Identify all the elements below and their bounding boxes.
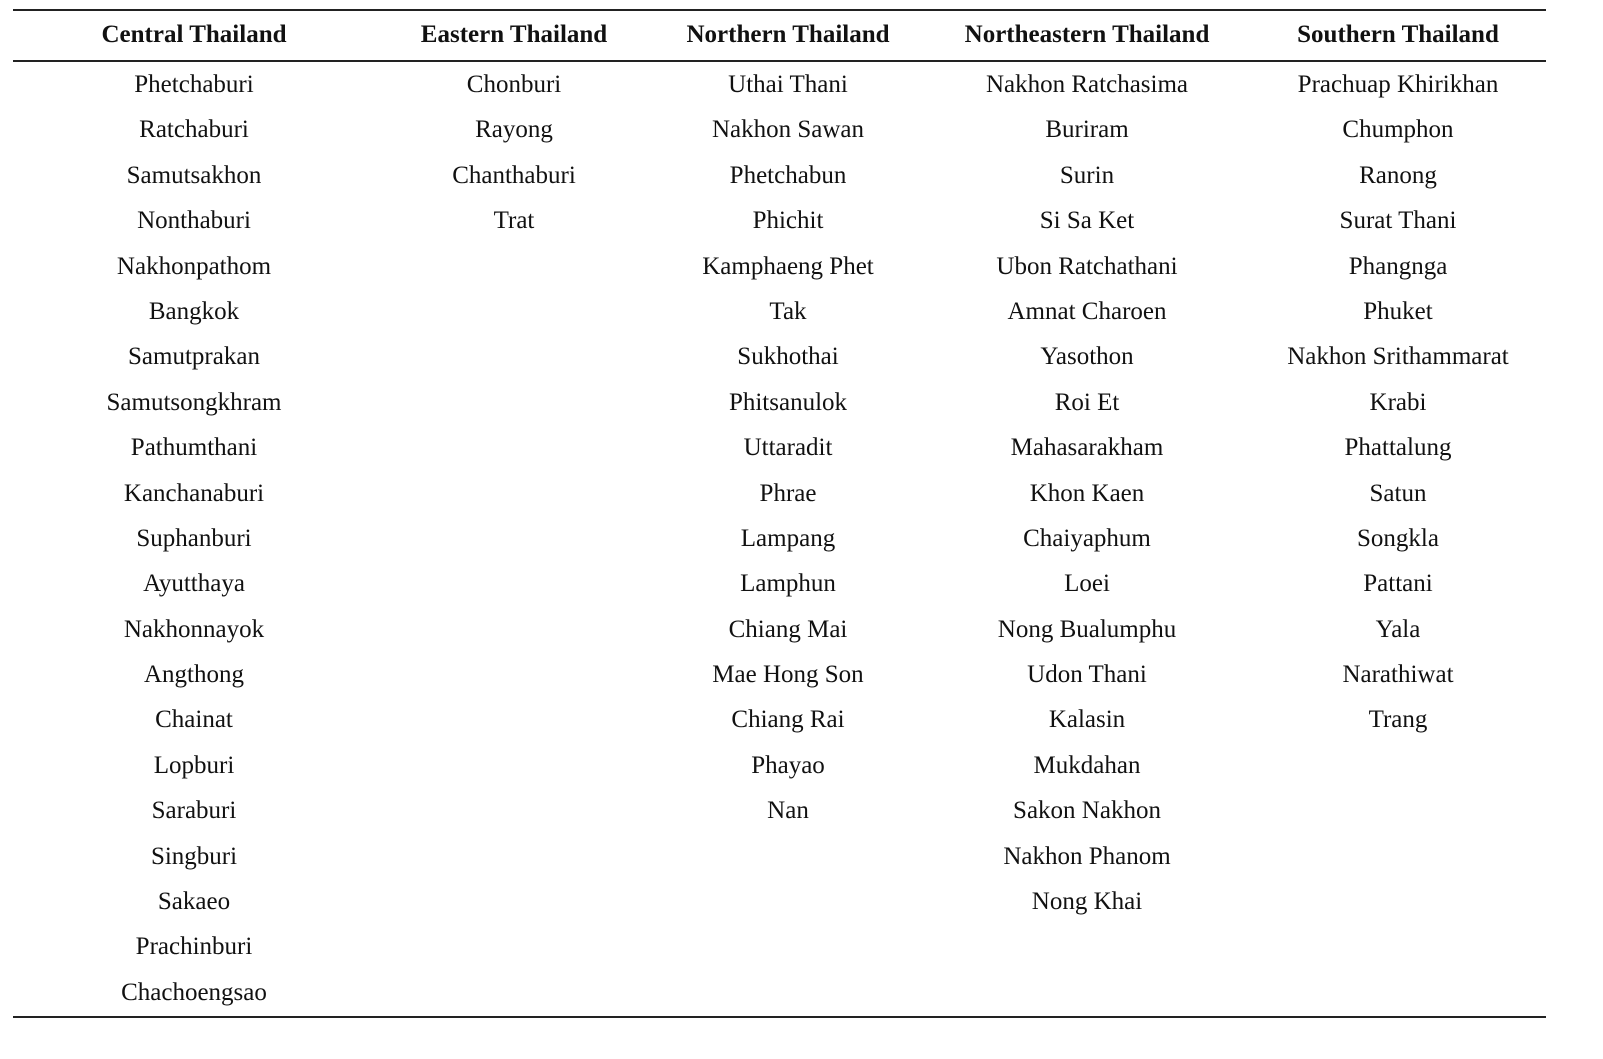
header-southern: Southern Thailand <box>1297 21 1499 48</box>
province-cell: Narathiwat <box>1342 661 1454 689</box>
province-cell: Songkla <box>1357 524 1439 552</box>
header-eastern: Eastern Thailand <box>420 21 608 48</box>
province-cell: Chonburi <box>466 71 562 98</box>
column-southern <box>1287 68 1508 749</box>
province-cell: Kanchanaburi <box>123 479 265 507</box>
province-cell: Surat Thani <box>1339 207 1457 235</box>
column-northern <box>702 68 873 840</box>
province-cell: Prachinburi <box>135 933 253 961</box>
province-cell: Chiang Rai <box>731 706 845 734</box>
province-cell: Nakhon Ratchasima <box>985 71 1189 98</box>
province-cell: Samutsakhon <box>126 161 262 189</box>
column-eastern <box>452 68 576 250</box>
province-cell: Phangnga <box>1348 252 1448 280</box>
province-cell: Ayutthaya <box>143 570 245 598</box>
province-cell: Phetchaburi <box>134 71 254 98</box>
province-cell: Khon Kaen <box>1029 479 1145 507</box>
province-cell: Phattalung <box>1344 434 1452 462</box>
province-cell: Chaiyaphum <box>1023 524 1151 552</box>
province-cell: Phayao <box>751 751 825 779</box>
province-cell: Kamphaeng Phet <box>702 252 874 280</box>
province-cell: Yala <box>1375 615 1421 643</box>
province-cell: Lopburi <box>153 751 235 779</box>
province-cell: Tak <box>769 297 807 325</box>
province-cell: Lamphun <box>740 570 836 598</box>
province-cell: Mahasarakham <box>1010 434 1164 462</box>
province-cell: Nakhon Srithammarat <box>1287 343 1509 371</box>
province-cell: Phichit <box>752 207 824 235</box>
province-cell: Trat <box>493 207 535 235</box>
province-cell: Loei <box>1064 570 1110 598</box>
province-cell: Amnat Charoen <box>1007 297 1167 325</box>
province-cell: Si Sa Ket <box>1039 207 1135 235</box>
province-cell: Pathumthani <box>130 434 258 462</box>
province-cell: Buriram <box>1045 116 1129 144</box>
province-cell: Mae Hong Son <box>712 661 864 689</box>
province-cell: Kalasin <box>1048 706 1126 734</box>
province-cell: Roi Et <box>1054 388 1120 416</box>
province-cell: Nakhon Phanom <box>1003 842 1171 870</box>
province-cell: Trang <box>1368 706 1428 734</box>
province-cell: Chiang Mai <box>728 615 848 643</box>
province-cell: Angthong <box>144 661 244 689</box>
province-cell: Yasothon <box>1040 343 1134 371</box>
column-northeastern <box>986 68 1188 930</box>
province-cell: Sakaeo <box>157 888 231 916</box>
province-cell: Suphanburi <box>136 524 252 552</box>
province-cell: Samutsongkhram <box>106 388 282 416</box>
province-cell: Singburi <box>150 842 238 870</box>
header-northeastern: Northeastern Thailand <box>964 21 1210 48</box>
province-cell: Ranong <box>1359 161 1437 189</box>
table-header-rule <box>13 60 1546 62</box>
province-cell: Prachuap Khirikhan <box>1297 71 1499 98</box>
province-cell: Ratchaburi <box>139 116 249 144</box>
province-cell: Phetchabun <box>729 161 847 189</box>
table-header-row <box>13 9 1546 60</box>
province-cell: Chanthaburi <box>452 161 576 189</box>
header-central: Central Thailand <box>101 21 287 48</box>
province-cell: Nong Bualumphu <box>997 615 1177 643</box>
province-cell: Phitsanulok <box>728 388 848 416</box>
header-northern: Northern Thailand <box>686 21 890 48</box>
province-cell: Ubon Ratchathani <box>996 252 1178 280</box>
province-cell: Chachoengsao <box>121 978 267 1006</box>
province-cell: Krabi <box>1369 388 1427 416</box>
province-cell: Chainat <box>155 706 233 734</box>
province-cell: Sakon Nakhon <box>1013 797 1161 825</box>
province-cell: Nakhonpathom <box>116 252 272 280</box>
province-cell: Phuket <box>1363 297 1433 325</box>
province-cell: Bangkok <box>148 297 240 325</box>
province-cell: Satun <box>1369 479 1427 507</box>
province-cell: Rayong <box>475 116 553 144</box>
province-cell: Surin <box>1059 161 1115 189</box>
province-cell: Pattani <box>1363 570 1433 598</box>
province-cell: Nan <box>767 797 809 825</box>
province-cell: Sukhothai <box>737 343 839 371</box>
column-central <box>107 68 282 1021</box>
province-cell: Nong Khai <box>1031 888 1143 916</box>
province-cell: Udon Thani <box>1027 661 1147 689</box>
province-cell: Nakhon Sawan <box>711 116 865 144</box>
province-cell: Uthai Thani <box>728 71 848 98</box>
province-cell: Nakhonnayok <box>123 615 265 643</box>
province-cell: Phrae <box>759 479 817 507</box>
province-cell: Samutprakan <box>128 343 260 371</box>
province-cell: Saraburi <box>151 797 237 825</box>
province-cell: Nonthaburi <box>137 207 251 235</box>
province-cell: Chumphon <box>1342 116 1454 144</box>
table-bottom-rule <box>13 1016 1546 1018</box>
province-cell: Mukdahan <box>1033 751 1141 779</box>
province-cell: Uttaradit <box>743 434 833 462</box>
province-cell: Lampang <box>740 524 836 552</box>
